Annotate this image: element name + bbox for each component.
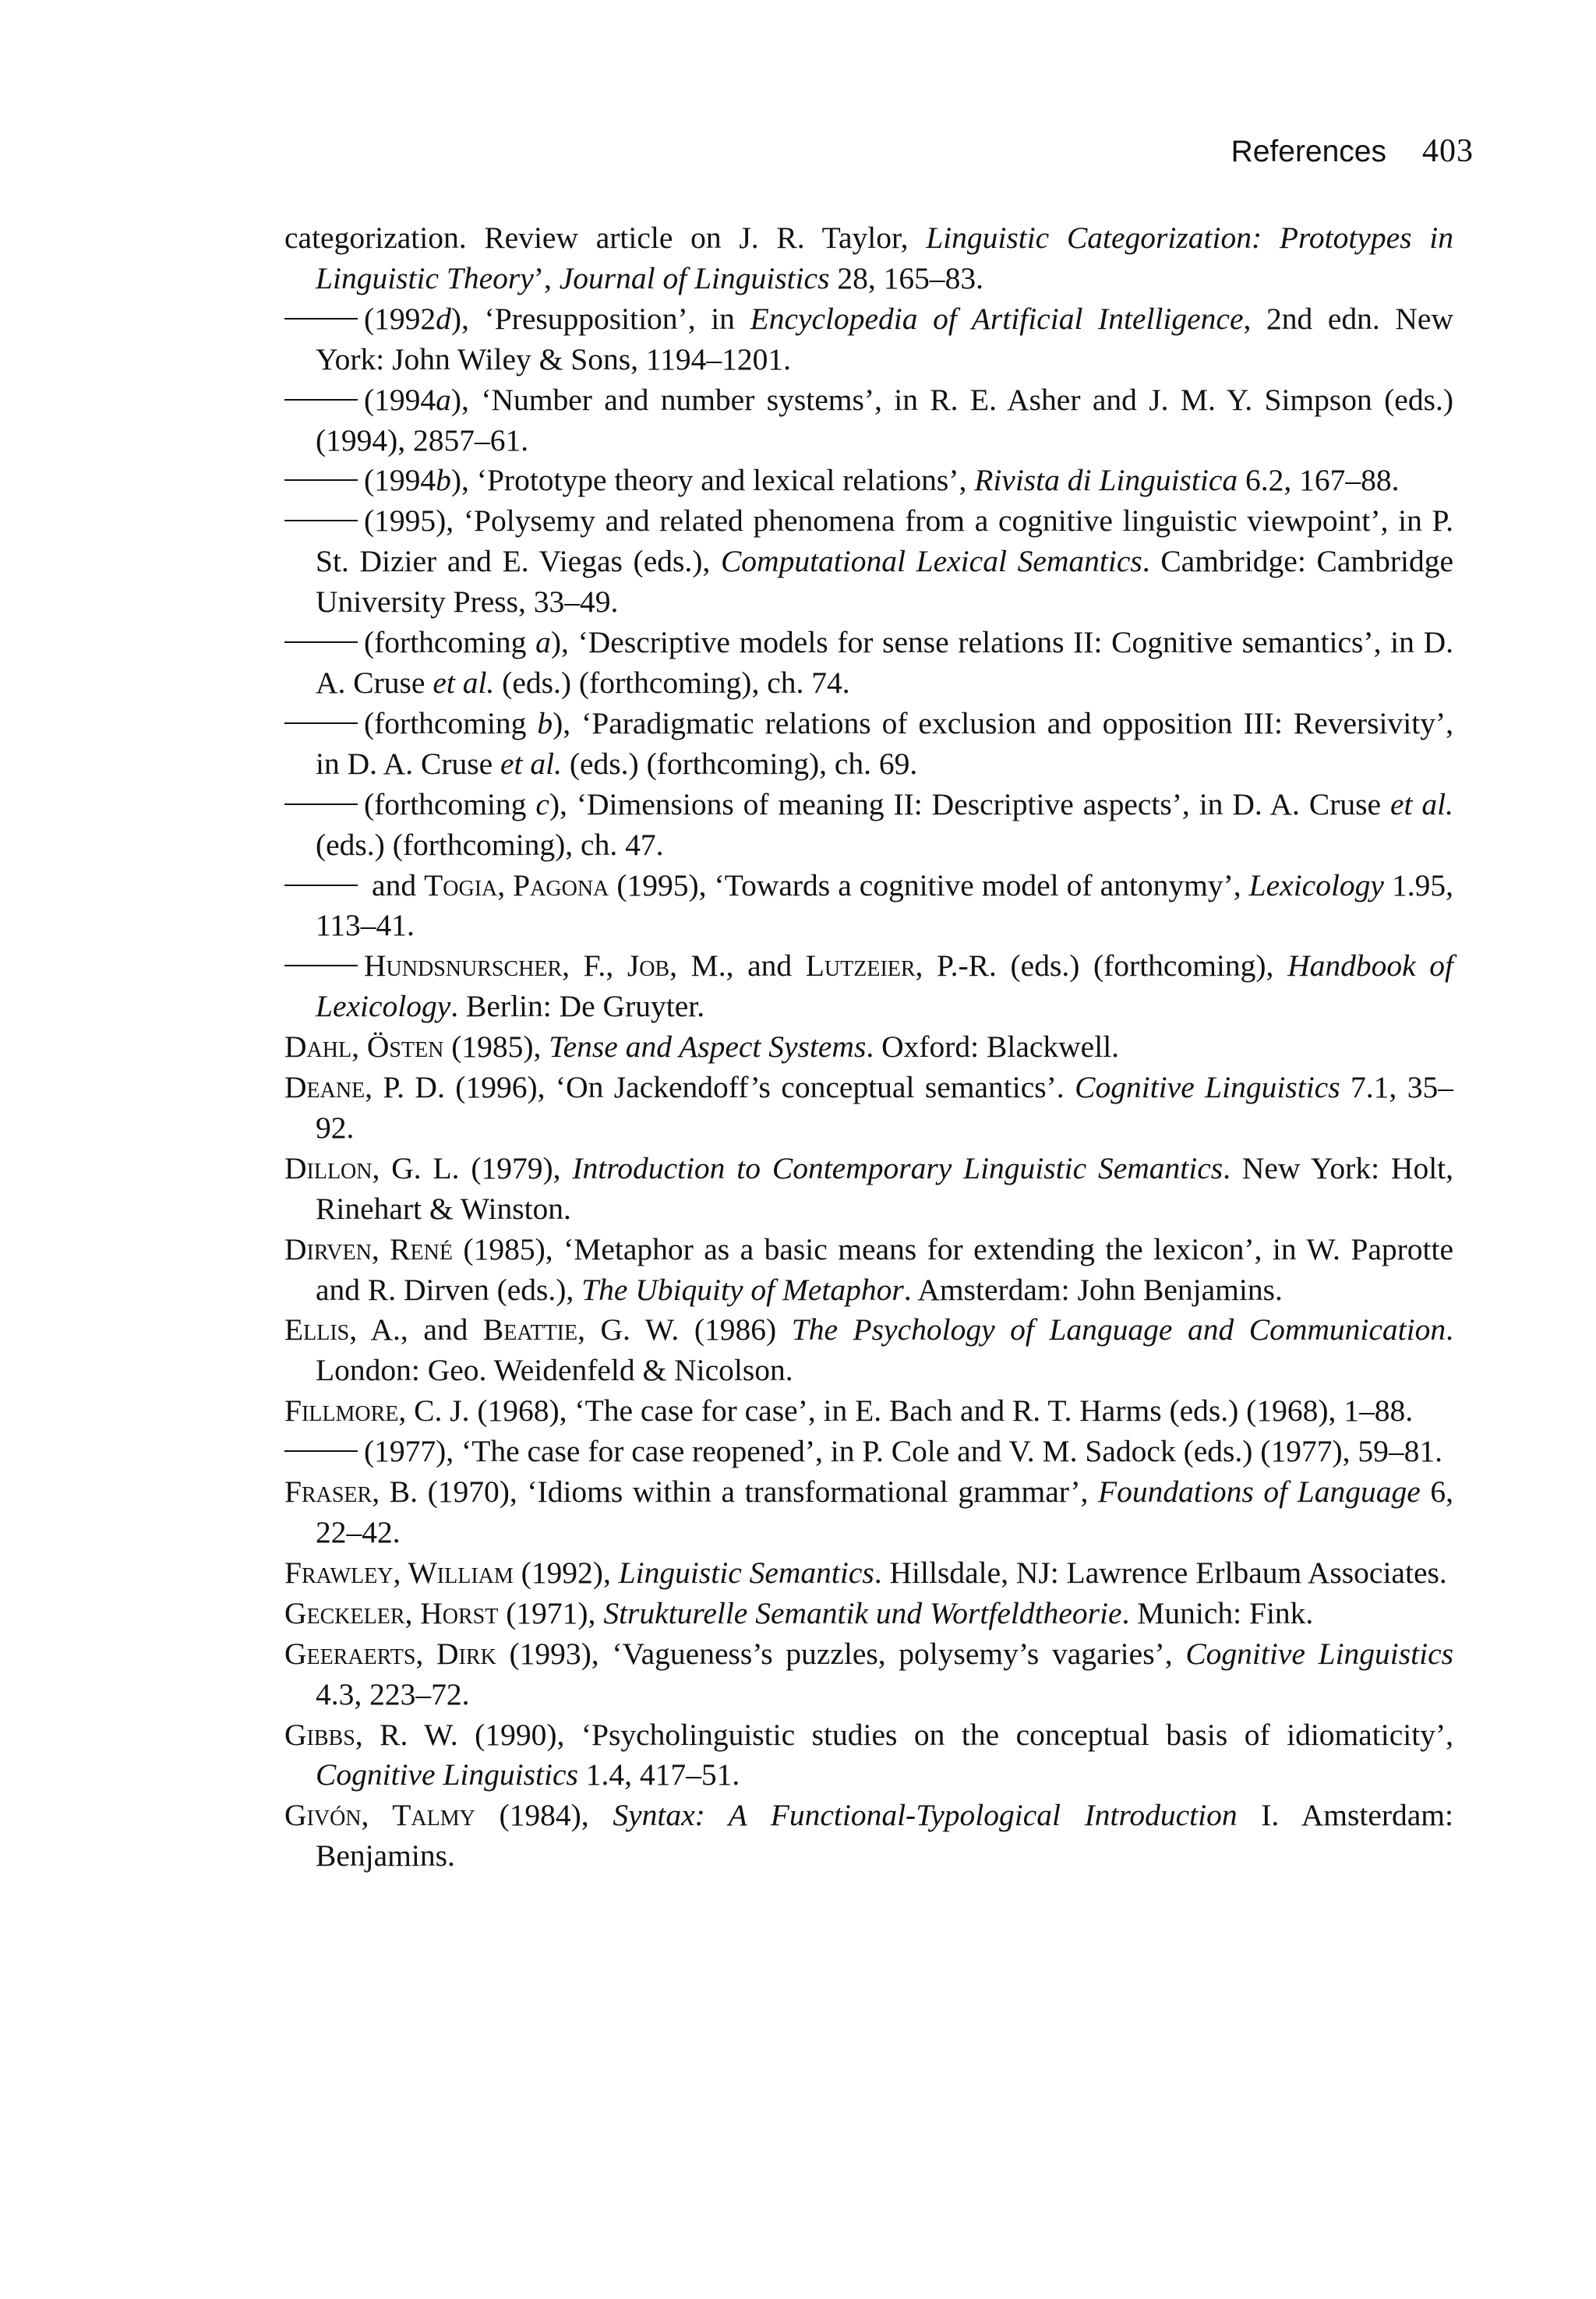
reference-entry	[284, 1472, 1453, 1553]
reference-text: , and	[726, 948, 806, 984]
italic-text: Strukturelle Semantik und Wortfeldtheorie	[603, 1595, 1122, 1630]
reference-entry	[284, 299, 1453, 380]
reference-text: (eds.) (forthcoming), ch. 69.	[561, 746, 918, 781]
reference-text: (1985), ‘Metaphor as a basic means for extending the lexicon’, in W. Paprotte and R. Dirven (eds.),	[316, 1231, 1453, 1307]
reference-entry	[284, 1796, 1453, 1877]
ditto-rule	[284, 803, 358, 805]
author-name: Hundsnurscher, F.	[364, 948, 606, 984]
italic-text: Cognitive Linguistics	[1185, 1636, 1453, 1671]
italic-text: Encyclopedia of Artificial Intelligence	[750, 301, 1244, 336]
reference-text: (1995), ‘Towards a cognitive model of antonymy’,	[609, 867, 1249, 902]
italic-text: Introduction to Contemporary Linguistic Semantics	[572, 1150, 1223, 1185]
italic-text: d	[436, 301, 451, 336]
reference-text: (1970), ‘Idioms within a transformational grammar’,	[417, 1474, 1099, 1510]
author-name: Dillon, G. L.	[284, 1150, 460, 1185]
author-name: Frawley, William	[284, 1555, 514, 1590]
italic-text: b	[436, 463, 451, 498]
author-name: Geckeler, Horst	[284, 1595, 499, 1630]
author-name: Gibbs, R. W.	[284, 1717, 458, 1752]
reference-text: ), ‘Presupposition’, in	[450, 301, 750, 336]
italic-text: Journal of Linguistics	[559, 260, 830, 295]
reference-text: (forthcoming	[364, 705, 538, 740]
ditto-rule	[284, 399, 358, 401]
ditto-rule	[284, 479, 358, 481]
reference-text: I. Amsterdam: Benjamins.	[316, 1798, 1453, 1873]
reference-text: 7.1, 35–92.	[316, 1070, 1453, 1145]
author-name: Deane, P. D.	[284, 1070, 445, 1105]
reference-text: 6, 22–42.	[316, 1474, 1453, 1549]
reference-entry	[284, 866, 1453, 947]
author-name: Lutzeier, P.-R.	[805, 948, 997, 984]
reference-entry	[284, 623, 1453, 704]
author-name: Dahl, Östen	[284, 1029, 444, 1065]
author-name: Job, M.	[627, 948, 726, 984]
reference-entry	[284, 218, 1453, 299]
author-name: Beattie, G. W.	[482, 1312, 680, 1347]
reference-text: ’,	[533, 260, 560, 295]
reference-text: (1994	[364, 382, 436, 417]
italic-text: Linguistic Categorization: Prototypes in Linguistic Theory	[316, 221, 1453, 295]
running-head-title: References	[1231, 135, 1386, 168]
reference-text: ), ‘Paradigmatic relations of exclusion and opposition III: Reversivity’, in D. A. Cruse	[316, 705, 1454, 781]
reference-entry	[284, 1230, 1453, 1311]
author-name: Geeraerts, Dirk	[284, 1636, 496, 1671]
italic-text: Tense and Aspect Systems	[549, 1029, 867, 1065]
page-number: 403	[1422, 133, 1474, 169]
reference-text: 4.3, 223–72.	[316, 1676, 470, 1711]
reference-text: (1996), ‘On Jackendoff’s conceptual semantics’.	[444, 1070, 1075, 1105]
reference-entry	[284, 1594, 1453, 1634]
reference-text: (eds.) (forthcoming), ch. 74.	[494, 665, 850, 700]
reference-text: categorization. Review article on J. R. Taylor,	[284, 221, 927, 255]
reference-entry	[284, 1553, 1453, 1594]
reference-text: ,	[606, 948, 627, 984]
reference-text: (forthcoming	[364, 786, 536, 821]
reference-text: (1992),	[513, 1555, 619, 1590]
reference-entry	[284, 1391, 1453, 1432]
italic-text: Cognitive Linguistics	[316, 1757, 578, 1792]
reference-entry	[284, 704, 1453, 785]
ditto-rule	[284, 641, 358, 643]
italic-text: Linguistic Semantics	[618, 1555, 874, 1590]
reference-text: 1.95, 113–41.	[316, 867, 1454, 943]
italic-text: Computational Lexical Semantics	[720, 544, 1142, 579]
italic-text: a	[436, 382, 451, 417]
italic-text: et al.	[433, 665, 495, 700]
reference-entry	[284, 501, 1453, 623]
italic-text: Foundations of Language	[1098, 1474, 1421, 1510]
ditto-rule	[284, 1450, 358, 1452]
reference-text: (1984),	[475, 1798, 613, 1833]
author-name: Togia, Pagona	[424, 867, 609, 902]
reference-text: . Amsterdam: John Benjamins.	[903, 1272, 1283, 1307]
reference-entry	[284, 380, 1453, 461]
reference-entry	[284, 1027, 1453, 1068]
author-name: Givón, Talmy	[284, 1798, 475, 1833]
reference-text: 1.4, 417–51.	[577, 1757, 740, 1792]
reference-entry	[284, 1432, 1453, 1472]
reference-text: . New York: Holt, Rinehart & Winston.	[316, 1150, 1454, 1226]
reference-entry	[284, 1068, 1453, 1149]
reference-text: and	[364, 867, 425, 902]
reference-entry	[284, 461, 1453, 501]
reference-entry	[284, 946, 1453, 1027]
reference-text: (1986)	[679, 1312, 792, 1347]
reference-text: . Hillsdale, NJ: Lawrence Erlbaum Associates.	[874, 1555, 1447, 1590]
reference-text: . London: Geo. Weidenfeld & Nicolson.	[316, 1312, 1454, 1388]
reference-text: , and	[400, 1312, 483, 1347]
italic-text: Lexicology	[1248, 867, 1384, 902]
reference-entry	[284, 1715, 1453, 1796]
reference-text: , 2nd edn. New York: John Wiley & Sons, 1194–1201.	[316, 301, 1453, 376]
reference-entry	[284, 1149, 1453, 1230]
reference-text: ), ‘Number and number systems’, in R. E. Asher and J. M. Y. Simpson (eds.) (1994), 2857–61.	[316, 382, 1453, 457]
italic-text: c	[535, 786, 549, 821]
reference-text: . Oxford: Blackwell.	[866, 1029, 1120, 1065]
ditto-rule	[284, 520, 358, 521]
reference-text: (1994	[364, 463, 436, 498]
reference-text: (1977), ‘The case for case reopened’, in P. Cole and V. M. Sadock (eds.) (1977), 59–81.	[364, 1434, 1442, 1469]
italic-text: Rivista di Linguistica	[974, 463, 1238, 498]
reference-text: (eds.) (forthcoming),	[996, 948, 1288, 984]
italic-text: a	[535, 625, 551, 660]
reference-text: (1979),	[459, 1150, 573, 1185]
reference-text: . Cambridge: Cambridge University Press, 33–49.	[316, 544, 1454, 620]
reference-text: (1990), ‘Psycholinguistic studies on the conceptual basis of idiomaticity’,	[457, 1717, 1454, 1752]
italic-text: Handbook of Lexicology	[316, 948, 1453, 1024]
reference-text: (1985),	[443, 1029, 549, 1065]
reference-text: (1993), ‘Vagueness’s puzzles, polysemy’s vagaries’,	[496, 1636, 1186, 1671]
reference-text: 28, 165–83.	[829, 260, 983, 295]
reference-text: . Berlin: De Gruyter.	[450, 989, 705, 1024]
reference-text: (1971),	[498, 1595, 604, 1630]
italic-text: The Psychology of Language and Communication	[791, 1312, 1446, 1347]
reference-text: (forthcoming	[364, 625, 536, 660]
reference-text: 6.2, 167–88.	[1238, 463, 1400, 498]
reference-text: (1968), ‘The case for case’, in E. Bach and R. T. Harms (eds.) (1968), 1–88.	[469, 1393, 1414, 1428]
reference-entry	[284, 1634, 1453, 1715]
reference-entry	[284, 785, 1453, 866]
author-name: Fraser, B.	[284, 1474, 418, 1510]
reference-text: ), ‘Descriptive models for sense relations II: Cognitive semantics’, in D. A. Cruse	[316, 625, 1454, 700]
reference-list	[284, 218, 1453, 1877]
reference-text: ), ‘Dimensions of meaning II: Descriptive aspects’, in D. A. Cruse	[549, 786, 1390, 821]
reference-text: (1992	[364, 301, 436, 336]
author-name: Fillmore, C. J.	[284, 1393, 470, 1428]
ditto-rule	[284, 885, 358, 886]
italic-text: Cognitive Linguistics	[1075, 1070, 1340, 1105]
ditto-rule	[284, 318, 358, 320]
reference-text: ), ‘Prototype theory and lexical relations’,	[450, 463, 975, 498]
reference-text: . Munich: Fink.	[1121, 1595, 1314, 1630]
reference-text: (1995), ‘Polysemy and related phenomena from a cognitive linguistic viewpoint’, in P. St. Dizier and E. Viegas (eds.),	[316, 503, 1453, 579]
running-head	[1231, 132, 1474, 179]
reference-entry	[284, 1310, 1453, 1391]
italic-text: The Ubiquity of Metaphor	[581, 1272, 904, 1307]
ditto-rule	[284, 965, 358, 966]
italic-text: et al.	[1389, 786, 1453, 821]
reference-text: (eds.) (forthcoming), ch. 47.	[316, 827, 664, 862]
author-name: Dirven, René	[284, 1231, 453, 1266]
italic-text: Syntax: A Functional-Typological Introduction	[613, 1798, 1238, 1833]
italic-text: b	[537, 705, 553, 740]
ditto-rule	[284, 722, 358, 724]
italic-text: et al.	[500, 746, 562, 781]
author-name: Ellis, A.	[284, 1312, 401, 1347]
